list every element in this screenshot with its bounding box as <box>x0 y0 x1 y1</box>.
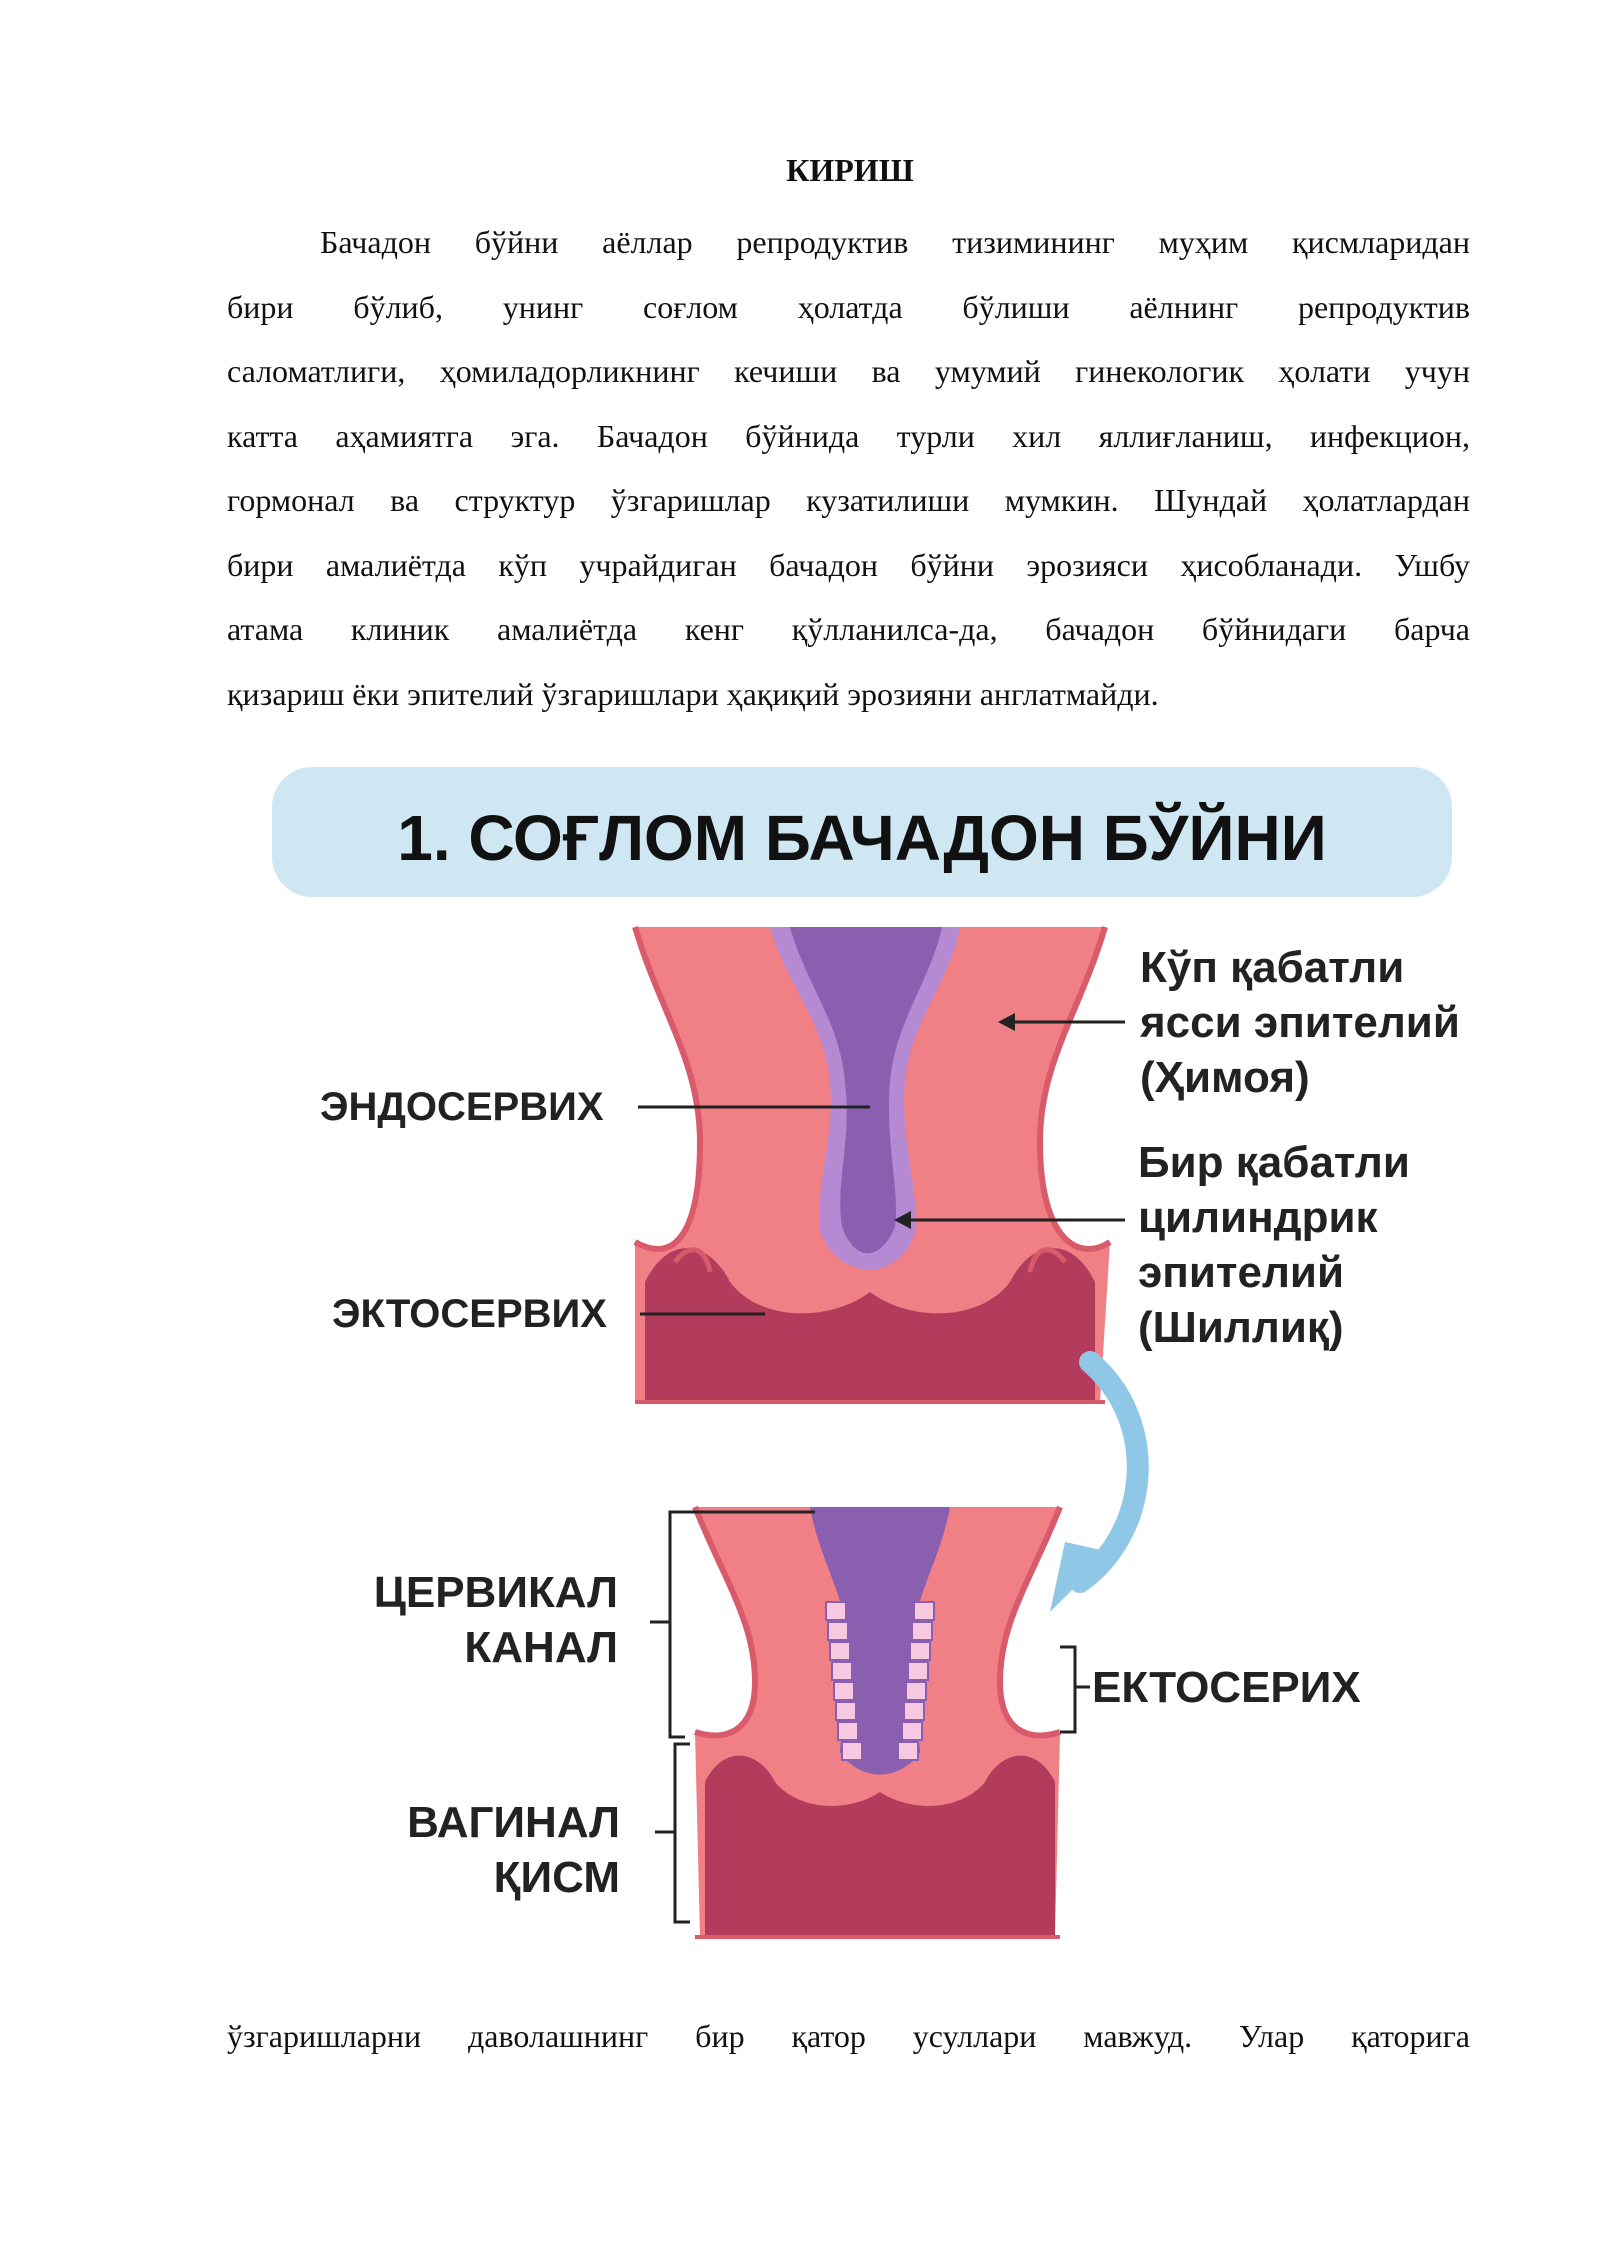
paragraph-line: бири бўлиб, унинг соғлом ҳолатда бўлиши аёлнинг репродуктив <box>227 288 1470 325</box>
svg-text:Кўп қабатли: Кўп қабатли <box>1140 943 1405 992</box>
upper-cervix-diagram <box>635 927 1110 1402</box>
paragraph-line: гормонал ва структур ўзгаришлар кузатилиши мумкин. Шундай ҳолатлардан <box>227 482 1470 518</box>
svg-text:цилиндрик: цилиндрик <box>1138 1193 1378 1242</box>
svg-text:ЦЕРВИКАЛ: ЦЕРВИКАЛ <box>373 1568 618 1617</box>
svg-text:ясси эпителий: ясси эпителий <box>1140 998 1460 1047</box>
svg-text:(Ҳимоя): (Ҳимоя) <box>1140 1053 1310 1102</box>
paragraph-line: саломатлиги, ҳомиладорликнинг кечиши ва умумий гинекологик ҳолати учун <box>227 353 1470 389</box>
paragraph-line: Бачадон бўйни аёллар репродуктив тизимининг муҳим қисмларидан <box>320 224 1470 260</box>
svg-text:(Шиллиқ): (Шиллиқ) <box>1138 1303 1344 1352</box>
svg-text:КАНАЛ: КАНАЛ <box>464 1623 618 1672</box>
svg-text:ВАГИНАЛ: ВАГИНАЛ <box>407 1798 620 1847</box>
ectocervix-label: ЭКТОСЕРВИХ <box>332 1292 607 1336</box>
paragraph-line: атама клиник амалиётда кенг қўлланилса-да, бачадон бўйнидаги барча <box>227 611 1470 647</box>
page-title: КИРИШ <box>786 152 914 188</box>
figure-title: 1. СОҒЛОМ БАЧАДОН БЎЙНИ <box>397 802 1327 874</box>
paragraph-line: ўзгаришларни даволашнинг бир қатор усуллари мавжуд. Улар қаторига <box>227 2018 1470 2054</box>
paragraph-line: бири амалиётда кўп учрайдиган бачадон бўйни эрозияси ҳисобланади. Ушбу <box>227 546 1470 583</box>
paragraph-line: қизариш ёки эпителий ўзгаришлари ҳақиқий эрозияни англатмайди. <box>227 675 1159 712</box>
paragraph-line: катта аҳамиятга эга. Бачадон бўйнида турли хил яллиғланиш, инфекцион, <box>227 417 1470 454</box>
lower-cervix-diagram <box>695 1507 1060 1937</box>
endocervix-label: ЭНДОСЕРВИХ <box>320 1085 604 1129</box>
svg-text:Бир қабатли: Бир қабатли <box>1138 1138 1410 1187</box>
cervix-illustration <box>230 722 1485 1984</box>
ectocerix-label: ЕКТОСЕРИХ <box>1092 1663 1361 1712</box>
intro-paragraph <box>227 210 1470 726</box>
svg-text:ҚИСМ: ҚИСМ <box>493 1853 620 1902</box>
svg-text:эпителий: эпителий <box>1138 1248 1344 1297</box>
